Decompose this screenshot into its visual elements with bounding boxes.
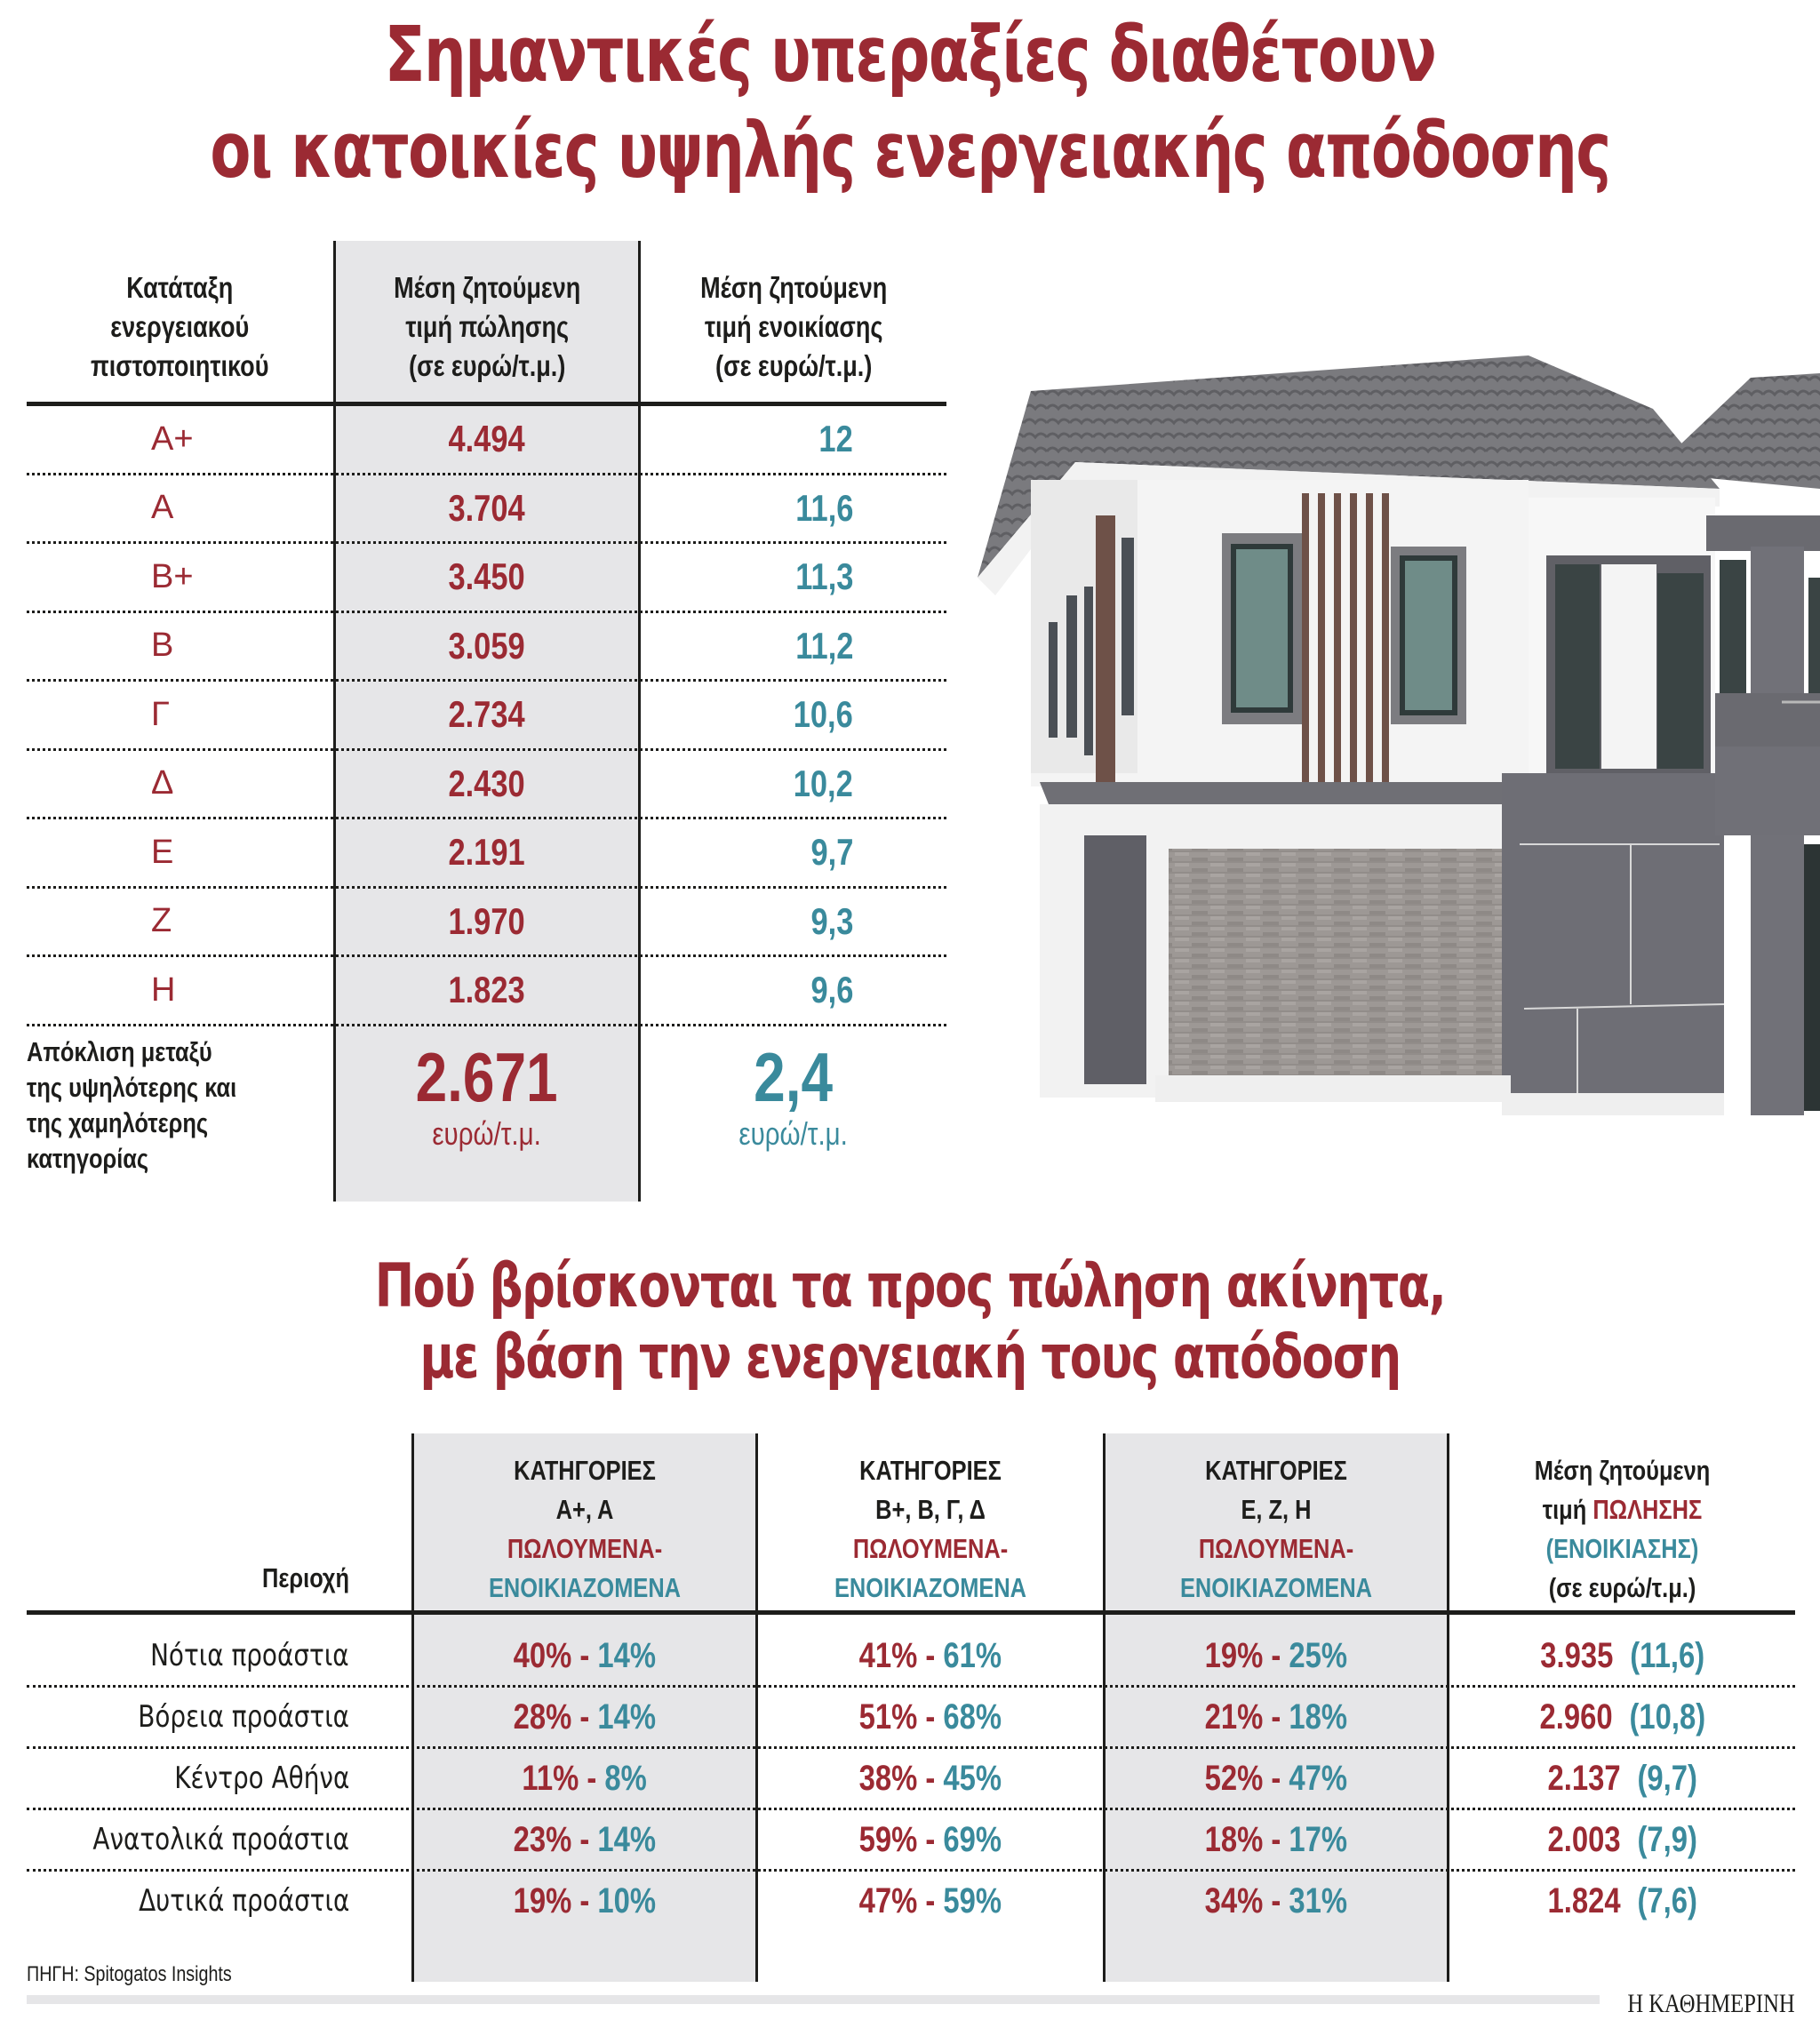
section-title-line-2: με βάση την ενεργειακή τους απόδοση bbox=[419, 1322, 1401, 1393]
energy-class-price-table bbox=[27, 241, 946, 1202]
difference-rent bbox=[641, 1039, 946, 1153]
rent-price: 9,3 bbox=[810, 899, 853, 942]
energy-grade: Ζ bbox=[151, 902, 172, 939]
average-price: 2.960 (10,8) bbox=[1539, 1697, 1705, 1737]
c2-share: 38% - 45% bbox=[858, 1758, 1002, 1798]
sale-price: 2.430 bbox=[448, 762, 526, 804]
average-price: 2.003 (7,9) bbox=[1547, 1819, 1697, 1859]
c2-share: 47% - 59% bbox=[858, 1880, 1002, 1920]
header-sale-price: Μέση ζητούμενη τιμή πώλησης (σε ευρώ/τ.μ.) bbox=[393, 271, 581, 382]
energy-grade: Β+ bbox=[151, 557, 194, 595]
main-title bbox=[0, 7, 1820, 199]
c2-share: 41% - 61% bbox=[858, 1635, 1002, 1675]
c2-share: 59% - 69% bbox=[858, 1819, 1002, 1859]
difference-label: Απόκλιση μεταξύ της υψηλότερης και της χαμηλότερης κατηγορίας bbox=[27, 1036, 237, 1174]
difference-sale bbox=[333, 1039, 641, 1153]
table-row bbox=[27, 957, 946, 1026]
table-row bbox=[27, 1688, 1795, 1749]
rent-price: 11,3 bbox=[794, 555, 853, 597]
rent-price: 12 bbox=[818, 418, 853, 459]
sale-price: 3.704 bbox=[448, 486, 526, 529]
c3-share: 52% - 47% bbox=[1204, 1758, 1348, 1798]
header-rule bbox=[27, 1610, 1795, 1615]
c1-share: 19% - 10% bbox=[513, 1880, 657, 1920]
header-region: Περιοχή bbox=[262, 1562, 349, 1593]
sale-price: 1.823 bbox=[448, 969, 526, 1010]
average-price: 3.935 (11,6) bbox=[1540, 1635, 1704, 1675]
difference-sale-unit: ευρώ/τ.μ. bbox=[432, 1115, 542, 1152]
energy-grade: Β bbox=[151, 627, 174, 664]
table-row bbox=[27, 751, 946, 820]
c1-share: 23% - 14% bbox=[513, 1819, 657, 1859]
c1-share: 11% - 8% bbox=[522, 1758, 648, 1798]
energy-grade: Δ bbox=[151, 764, 174, 802]
table-row bbox=[27, 889, 946, 958]
difference-rent-unit: ευρώ/τ.μ. bbox=[738, 1115, 849, 1152]
sale-price: 2.734 bbox=[448, 693, 526, 735]
header-rent-price: Μέση ζητούμενη τιμή ενοικίασης (σε ευρώ/τ.μ.) bbox=[699, 271, 888, 382]
table-row bbox=[27, 475, 946, 545]
sale-price: 3.059 bbox=[448, 624, 526, 667]
average-price: 2.137 (9,7) bbox=[1547, 1758, 1697, 1798]
energy-grade: Γ bbox=[151, 695, 170, 733]
header-energy-class: Κατάταξη ενεργειακού πιστοποιητικού bbox=[91, 271, 269, 382]
table-row bbox=[27, 682, 946, 751]
rent-price: 11,2 bbox=[794, 624, 853, 667]
region-name: Δυτικά προάστια bbox=[138, 1883, 349, 1919]
region-name: Ανατολικά προάστια bbox=[92, 1822, 349, 1857]
sale-price: 1.970 bbox=[448, 899, 526, 942]
table-row bbox=[27, 1810, 1795, 1872]
c2-share: 51% - 68% bbox=[858, 1697, 1002, 1737]
region-name: Νότια προάστια bbox=[150, 1638, 349, 1673]
rent-price: 10,6 bbox=[793, 693, 853, 735]
section-title bbox=[0, 1251, 1820, 1393]
table-row bbox=[27, 819, 946, 889]
energy-grade: Η bbox=[151, 970, 176, 1009]
table-row bbox=[27, 1626, 1795, 1688]
c3-share: 34% - 31% bbox=[1204, 1880, 1348, 1920]
energy-grade: Ε bbox=[151, 833, 174, 871]
table-row bbox=[27, 544, 946, 613]
rent-price: 11,6 bbox=[794, 486, 853, 529]
house-photo bbox=[978, 355, 1820, 1155]
c3-share: 18% - 17% bbox=[1204, 1819, 1348, 1859]
average-price: 1.824 (7,6) bbox=[1547, 1880, 1697, 1920]
sale-price: 2.191 bbox=[448, 831, 526, 873]
rent-price: 10,2 bbox=[793, 762, 853, 804]
section-title-line-1: Πού βρίσκονται τα προς πώληση ακίνητα, bbox=[374, 1251, 1446, 1321]
publisher-logo: Η ΚΑΘΗΜΕΡΙΝΗ bbox=[1627, 1989, 1795, 2018]
region-name: Βόρεια προάστια bbox=[138, 1699, 349, 1735]
header-average-price: Μέση ζητούμενη τιμή ΠΩΛΗΣΗΣ (ΕΝΟΙΚΙΑΣΗΣ) (σε ευρώ/τ.μ.) bbox=[1534, 1454, 1711, 1603]
c3-share: 21% - 18% bbox=[1204, 1697, 1348, 1737]
main-title-line-1: Σημαντικές υπεραξίες διαθέτουν bbox=[384, 11, 1436, 100]
header-category-e-h: ΚΑΤΗΓΟΡΙΕΣ Ε, Ζ, Η ΠΩΛΟΥΜΕΝΑ- ΕΝΟΙΚΙΑΖΟΜΕΝΑ bbox=[1179, 1454, 1373, 1603]
difference-sale-value: 2.671 bbox=[415, 1038, 559, 1116]
rent-price: 9,7 bbox=[810, 831, 853, 873]
table-row bbox=[27, 1749, 1795, 1810]
c3-share: 19% - 25% bbox=[1204, 1635, 1348, 1675]
main-title-line-2: οι κατοικίες υψηλής ενεργειακής απόδοσης bbox=[210, 107, 1610, 196]
c1-share: 28% - 14% bbox=[513, 1697, 657, 1737]
table-row bbox=[27, 406, 946, 475]
source-note: ΠΗΓΗ: Spitogatos Insights bbox=[27, 1962, 232, 1986]
region-distribution-table bbox=[27, 1433, 1795, 1982]
footer-bar bbox=[27, 1995, 1600, 2004]
rent-price: 9,6 bbox=[810, 969, 853, 1010]
energy-grade: Α+ bbox=[151, 419, 194, 458]
energy-grade: Α bbox=[151, 489, 174, 526]
header-category-b-d: ΚΑΤΗΓΟΡΙΕΣ Β+, Β, Γ, Δ ΠΩΛΟΥΜΕΝΑ- ΕΝΟΙΚΙΑΖΟΜΕΝΑ bbox=[834, 1454, 1027, 1603]
difference-rent-value: 2,4 bbox=[754, 1038, 834, 1116]
table-row bbox=[27, 613, 946, 683]
table-row bbox=[27, 1872, 1795, 1933]
c1-share: 40% - 14% bbox=[513, 1635, 657, 1675]
sale-price: 4.494 bbox=[448, 418, 526, 459]
header-category-a: ΚΑΤΗΓΟΡΙΕΣ Α+, Α ΠΩΛΟΥΜΕΝΑ- ΕΝΟΙΚΙΑΖΟΜΕΝΑ bbox=[488, 1454, 682, 1603]
region-name: Κέντρο Αθήνα bbox=[173, 1761, 349, 1796]
sale-price: 3.450 bbox=[448, 555, 526, 597]
